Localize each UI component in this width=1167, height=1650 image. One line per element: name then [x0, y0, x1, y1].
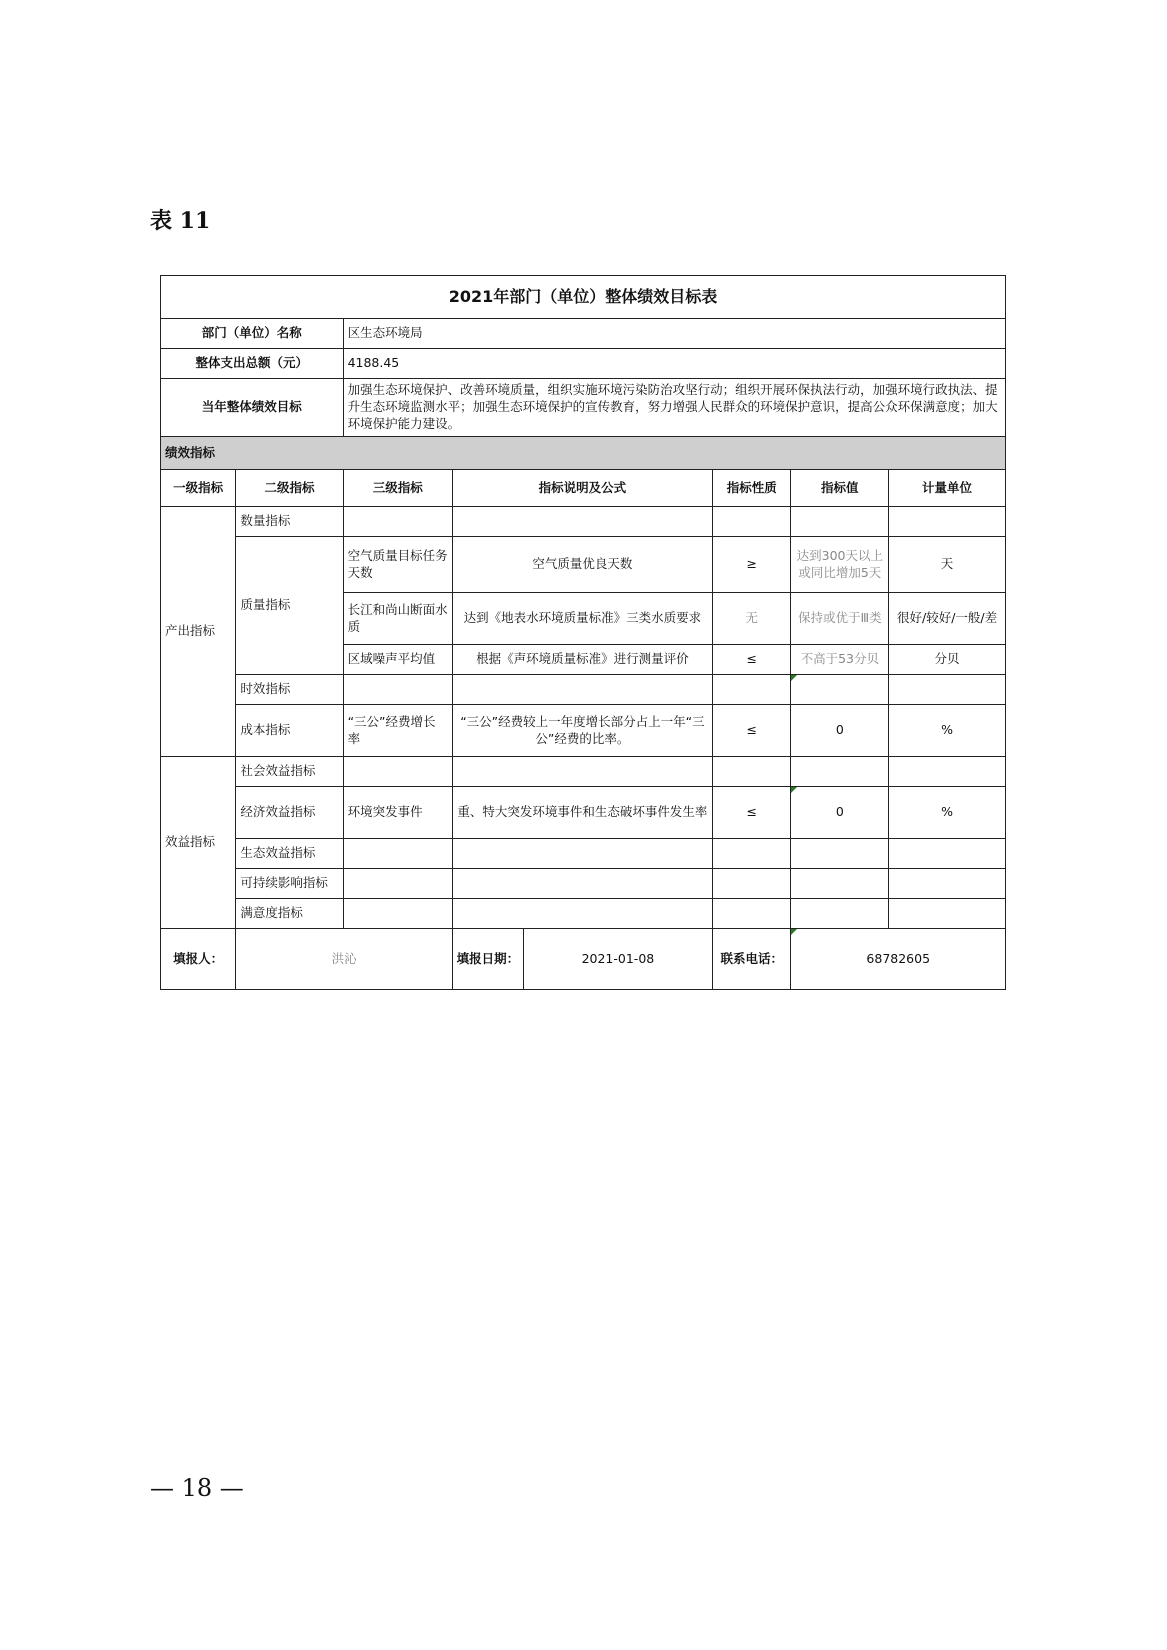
- table-title: 2021年部门（单位）整体绩效目标表: [161, 276, 1006, 319]
- level1-output: 产出指标: [161, 507, 236, 757]
- water-value: 保持或优于Ⅲ类: [791, 593, 889, 645]
- table-row: [161, 839, 1006, 869]
- total-expenditure-label: 整体支出总额（元）: [161, 349, 344, 379]
- level2-quality: 质量指标: [236, 537, 343, 675]
- air-unit: 天: [889, 537, 1006, 593]
- level2-social: 社会效益指标: [236, 757, 343, 787]
- phone-value: 68782605: [791, 929, 1006, 990]
- noise-nature: ≤: [712, 645, 791, 675]
- econ-unit: %: [889, 787, 1006, 839]
- air-level3: 空气质量目标任务天数: [343, 537, 452, 593]
- table-number-heading: 表 11: [150, 208, 211, 234]
- cost-value: 0: [791, 705, 889, 757]
- col-header-level2: 二级指标: [236, 470, 343, 507]
- noise-value: 不高于53分贝: [791, 645, 889, 675]
- page-number: — 18 —: [150, 1474, 244, 1502]
- table-row: [161, 705, 1006, 757]
- col-header-level3: 三级指标: [343, 470, 452, 507]
- annual-goal-label: 当年整体绩效目标: [161, 379, 344, 437]
- level2-satisfaction: 满意度指标: [236, 899, 343, 929]
- air-nature: ≥: [712, 537, 791, 593]
- table-row: [161, 899, 1006, 929]
- filler-value: 洪沁: [236, 929, 453, 990]
- date-label: 填报日期：: [453, 929, 524, 989]
- section-performance-indicators: 绩效指标: [161, 437, 1006, 470]
- level1-benefit: 效益指标: [161, 757, 236, 929]
- level2-economic: 经济效益指标: [236, 787, 343, 839]
- level2-cost: 成本指标: [236, 705, 343, 757]
- column-header-row: [161, 470, 1006, 507]
- col-header-level1: 一级指标: [161, 470, 236, 507]
- econ-value: 0: [791, 787, 889, 839]
- col-header-unit: 计量单位: [889, 470, 1006, 507]
- annual-goal-value: 加强生态环境保护、改善环境质量，组织实施环境污染防治攻坚行动；组织开展环保执法行动，加强环境行政执法、提升生态环境监测水平；加强生态环境保护的宣传教育，努力增强人民群众的环境保护意识，提高公众环保满意度；加大环境保护能力建设。: [343, 379, 1005, 437]
- level2-time: 时效指标: [236, 675, 343, 705]
- econ-level3: 环境突发事件: [343, 787, 452, 839]
- table-row: [161, 675, 1006, 705]
- table-row: [161, 757, 1006, 787]
- dept-name-label: 部门（单位）名称: [161, 319, 344, 349]
- level2-sustainable: 可持续影响指标: [236, 869, 343, 899]
- cost-unit: %: [889, 705, 1006, 757]
- water-description: 达到《地表水环境质量标准》三类水质要求: [452, 593, 712, 645]
- dept-name-value: 区生态环境局: [343, 319, 1005, 349]
- econ-nature: ≤: [712, 787, 791, 839]
- performance-table-wrapper: [160, 275, 1006, 990]
- noise-level3: 区域噪声平均值: [343, 645, 452, 675]
- noise-description: 根据《声环境质量标准》进行测量评价: [452, 645, 712, 675]
- water-unit: 很好/较好/一般/差: [889, 593, 1006, 645]
- footer-row: [161, 929, 1006, 990]
- table-row: [161, 869, 1006, 899]
- air-description: 空气质量优良天数: [452, 537, 712, 593]
- table-row: [161, 787, 1006, 839]
- col-header-value: 指标值: [791, 470, 889, 507]
- date-cell: [452, 929, 712, 990]
- econ-description: 重、特大突发环境事件和生态破坏事件发生率: [452, 787, 712, 839]
- water-nature: 无: [712, 593, 791, 645]
- phone-label: 联系电话：: [712, 929, 791, 990]
- water-level3: 长江和尚山断面水质: [343, 593, 452, 645]
- cost-description: “三公”经费较上一年度增长部分占上一年“三公”经费的比率。: [452, 705, 712, 757]
- noise-unit: 分贝: [889, 645, 1006, 675]
- cost-nature: ≤: [712, 705, 791, 757]
- performance-goal-table: [160, 275, 1006, 990]
- level2-quantity: 数量指标: [236, 507, 343, 537]
- col-header-description: 指标说明及公式: [452, 470, 712, 507]
- date-value: 2021-01-08: [581, 950, 655, 966]
- total-expenditure-value: 4188.45: [343, 349, 1005, 379]
- air-value: 达到300天以上或同比增加5天: [791, 537, 889, 593]
- table-row: [161, 537, 1006, 593]
- col-header-nature: 指标性质: [712, 470, 791, 507]
- cost-level3: “三公”经费增长率: [343, 705, 452, 757]
- table-row: [161, 507, 1006, 537]
- filler-label: 填报人：: [161, 929, 236, 990]
- level2-ecological: 生态效益指标: [236, 839, 343, 869]
